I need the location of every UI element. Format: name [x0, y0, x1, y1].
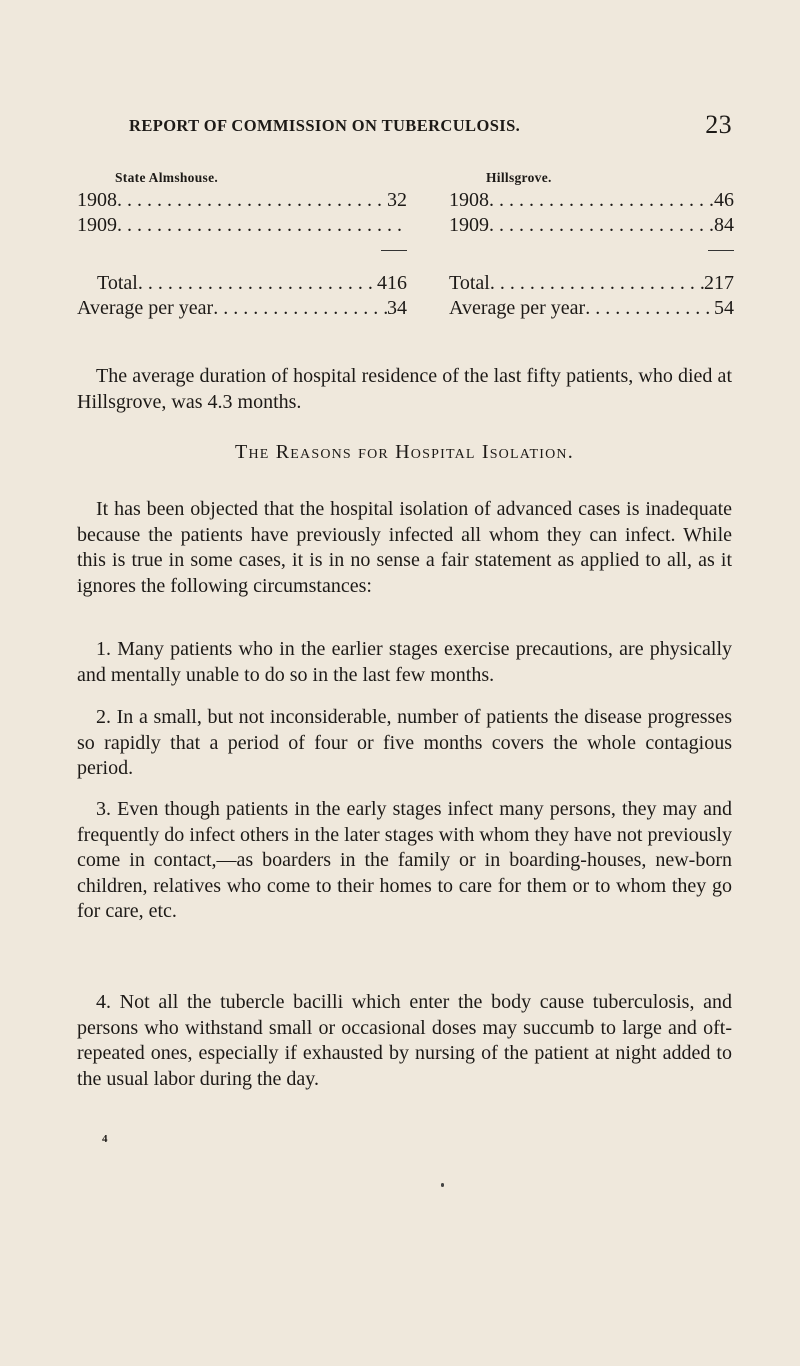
row-value: 32 [387, 189, 407, 211]
average-label: Average per year [449, 297, 586, 319]
list-item [77, 797, 732, 925]
column-header: State Almshouse. [115, 170, 219, 185]
row-value: 46 [714, 189, 734, 211]
table-state-almshouse [77, 170, 407, 321]
table-row [77, 188, 407, 213]
paragraph-text: The average duration of hospital residence of the last fifty patients, who died at Hillsgrove, was 4.3 months. [77, 365, 732, 413]
total-row [449, 271, 734, 296]
total-value: 217 [704, 272, 734, 294]
table-row [449, 213, 734, 238]
sum-rule [381, 250, 407, 251]
section-heading: The Reasons for Hospital Isolation. [235, 441, 574, 463]
table-hillsgrove [449, 170, 734, 321]
signature-mark: 4 [102, 1133, 108, 1145]
running-head-title: REPORT OF COMMISSION ON TUBERCULOSIS. [129, 116, 521, 135]
leader-dots [117, 213, 407, 238]
leader-dots [138, 271, 377, 296]
paragraph [77, 497, 732, 599]
row-label: 1909 [449, 214, 489, 236]
total-value: 416 [377, 272, 407, 294]
sum-rule [708, 250, 734, 251]
list-item-text: 3. Even though patients in the early stages infect many persons, they may and frequently do infect others in the later stages with whom they have not previously come in contact,—as boarders in the family or in boarding-houses, new-born children, relatives who come to their homes to care for them or to whom they go for care, etc. [77, 798, 732, 922]
average-label: Average per year [77, 297, 214, 319]
leader-dots [117, 188, 387, 213]
ink-speck [441, 1183, 444, 1187]
leader-dots [489, 213, 714, 238]
total-row [77, 271, 407, 296]
total-label: Total [449, 272, 490, 294]
list-item [77, 990, 732, 1092]
list-item-text: 4. Not all the tubercle bacilli which enter the body cause tuberculosis, and persons who withstand small or occasional doses may succumb to large and oft-repeated ones, especially if exhausted by nursing of the patient at night added to the usual labor during the day. [77, 991, 732, 1090]
leader-dots [213, 296, 387, 321]
sum-rule-row [77, 238, 407, 271]
column-header: Hillsgrove. [486, 170, 552, 185]
page-number: 23 [705, 110, 732, 139]
total-label: Total [97, 272, 138, 294]
table-row [449, 188, 734, 213]
list-item-text: 1. Many patients who in the earlier stages exercise precautions, are physically and mentally unable to do so in the last few months. [77, 638, 732, 686]
leader-dots [489, 188, 714, 213]
paragraph-text: It has been objected that the hospital isolation of advanced cases is inadequate because the patients have previously infected all whom they can infect. While this is true in some cases, it is in no sense a fair statement as applied to all, as it ignores the following circumstances: [77, 498, 732, 597]
row-label: 1908 [449, 189, 489, 211]
row-label: 1908 [77, 189, 117, 211]
average-row [77, 296, 407, 321]
list-item-text: 2. In a small, but not inconsiderable, number of patients the disease progresses so rapidly that a period of four or five months covers the whole contagious period. [77, 706, 732, 779]
table-row [77, 213, 407, 238]
average-value: 34 [387, 297, 407, 319]
leader-dots [490, 271, 704, 296]
leader-dots [585, 296, 714, 321]
average-row [449, 296, 734, 321]
paragraph [77, 364, 732, 415]
list-item [77, 705, 732, 782]
sum-rule-row [449, 238, 734, 271]
row-label: 1909 [77, 214, 117, 236]
list-item [77, 637, 732, 688]
average-value: 54 [714, 297, 734, 319]
row-value: 84 [714, 214, 734, 236]
